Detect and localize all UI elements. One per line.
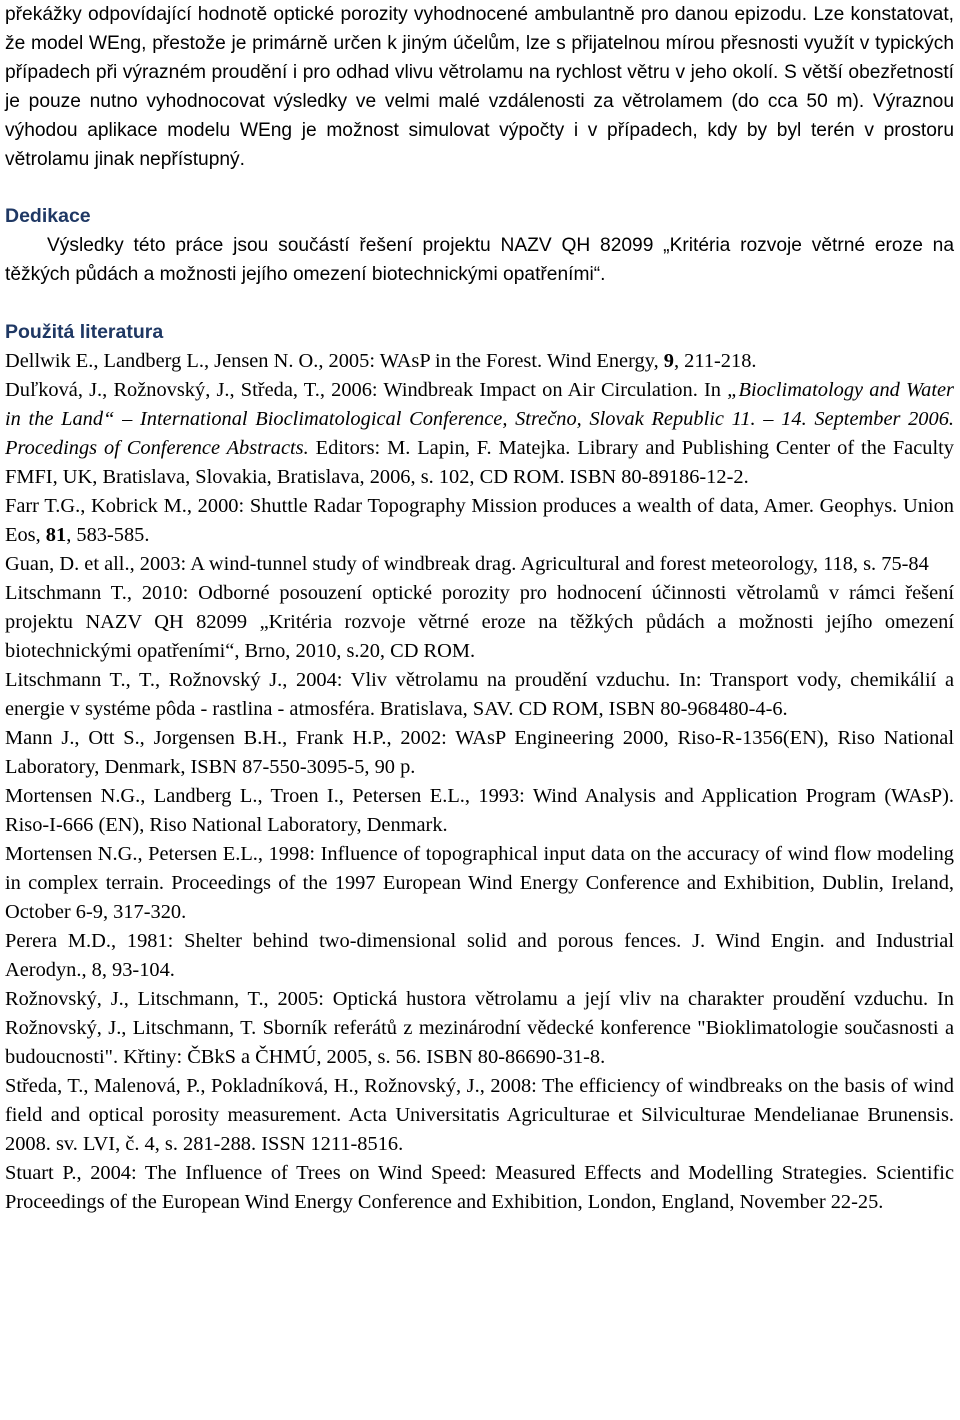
reference-text: Litschmann T., 2010: Odborné posouzení optické porozity pro hodnocení účinnosti větrolamů v rámci řešení projektu NAZV QH 82099 „Kritéria rozvoje větrné eroze na těžkých půdách a možnosti jejího omezení biotechnickými opatřeními“, Brno, 2010, s.20, CD ROM. <box>5 582 954 662</box>
dedication-paragraph: Výsledky této práce jsou součástí řešení projektu NAZV QH 82099 „Kritéria rozvoje větrné eroze na těžkých půdách a možnosti jejího omezení biotechnickými opatřeními“. <box>5 235 954 285</box>
reference-item <box>5 492 954 550</box>
reference-text-tail: , 583-585. <box>66 524 150 546</box>
reference-item <box>5 376 954 492</box>
reference-item <box>5 927 954 985</box>
reference-item <box>5 550 954 579</box>
reference-text: Rožnovský, J., Litschmann, T., 2005: Optická hustora větrolamu a její vliv na charakter proudění vzduchu. In Rožnovský, J., Litschmann, T. Sborník referátů z mezinárodní vědecké konference "Bioklimatologie současnosti a budoucnosti". Křtiny: ČBkS a ČHMÚ, 2005, s. 56. ISBN 80-86690-31-8. <box>5 988 954 1068</box>
references-list <box>5 347 954 1217</box>
reference-item <box>5 1072 954 1159</box>
reference-italic-title: „Bioclimatology and Water in the Land“ – International Bioclimatological Conference, Strečno, Slovak Republic 11. – 14. September 2006. Procedings of Conference Abstracts. <box>5 379 954 459</box>
reference-volume: 81 <box>45 524 67 546</box>
reference-item <box>5 347 954 376</box>
reference-text: Duľková, J., Rožnovský, J., Středa, T., 2006: Windbreak Impact on Air Circulation. In <box>5 379 728 401</box>
dedication-heading: Dedikace <box>5 205 91 227</box>
reference-text-tail: Editors: M. Lapin, F. Matejka. Library and Publishing Center of the Faculty FMFI, UK, Bratislava, Slovakia, Bratislava, 2006, s. 102, CD ROM. ISBN 80-89186-12-2. <box>5 437 955 488</box>
references-heading: Použitá literatura <box>5 321 164 343</box>
reference-text: Perera M.D., 1981: Shelter behind two-dimensional solid and porous fences. J. Wind Engin. and Industrial Aerodyn., 8, 93-104. <box>5 930 954 981</box>
reference-text: Mortensen N.G., Petersen E.L., 1998: Influence of topographical input data on the accuracy of wind flow modeling in complex terrain. Proceedings of the 1997 European Wind Energy Conference and Exhibition, Dublin, Ireland, October 6-9, 317-320. <box>5 843 954 923</box>
reference-text: Stuart P., 2004: The Influence of Trees on Wind Speed: Measured Effects and Modelling Strategies. Scientific Proceedings of the European Wind Energy Conference and Exhibition, London, England, November 22-25. <box>5 1162 954 1213</box>
reference-volume: 9 <box>663 350 674 372</box>
reference-text: Farr T.G., Kobrick M., 2000: Shuttle Radar Topography Mission produces a wealth of data, Amer. Geophys. Union Eos, <box>5 495 954 546</box>
reference-text: Guan, D. et all., 2003: A wind-tunnel study of windbreak drag. Agricultural and forest meteorology, 118, s. 75-84 <box>5 553 929 575</box>
reference-text: Středa, T., Malenová, P., Pokladníková, H., Rožnovský, J., 2008: The efficiency of windbreaks on the basis of wind field and optical porosity measurement. Acta Universitatis Agriculturae et Silviculturae Mendelianae Brunensis. 2008. sv. LVI, č. 4, s. 281-288. ISSN 1211-8516. <box>5 1075 954 1155</box>
reference-item <box>5 840 954 927</box>
reference-item <box>5 1159 954 1217</box>
reference-text: Litschmann T., T., Rožnovský J., 2004: Vliv větrolamu na proudění vzduchu. In: Transport vody, chemikálií a energie v systéme pôda - rastlina - atmosféra. Bratislava, SAV. CD ROM, ISBN 80-968480-4-6. <box>5 669 954 720</box>
intro-paragraph: překážky odpovídající hodnotě optické porozity vyhodnocené ambulantně pro danou epizodu. Lze konstatovat, že model WEng, přestože je primárně určen k jiným účelům, lze s přijatelnou mírou přesnosti využít v typických případech při výrazném proudění i pro odhad vlivu větrolamu na rychlost větru v jeho okolí. S větší obezřetností je pouze nutno vyhodnocovat výsledky ve velmi malé vzdálenosti za větrolamem (do cca 50 m). Výraznou výhodou aplikace modelu WEng je možnost simulovat výpočty i v případech, kdy by byl terén v prostoru větrolamu jinak nepřístupný. <box>5 4 954 170</box>
reference-item <box>5 666 954 724</box>
reference-text: Mortensen N.G., Landberg L., Troen I., Petersen E.L., 1993: Wind Analysis and Application Program (WAsP). Riso-I-666 (EN), Riso National Laboratory, Denmark. <box>5 785 954 836</box>
reference-text: Mann J., Ott S., Jorgensen B.H., Frank H.P., 2002: WAsP Engineering 2000, Riso-R-1356(EN), Riso National Laboratory, Denmark, ISBN 87-550-3095-5, 90 p. <box>5 727 954 778</box>
reference-text: Dellwik E., Landberg L., Jensen N. O., 2005: WAsP in the Forest. Wind Energy, <box>5 350 664 372</box>
reference-item <box>5 579 954 666</box>
reference-item <box>5 782 954 840</box>
reference-item <box>5 724 954 782</box>
reference-text-tail: , 211-218. <box>673 350 757 372</box>
reference-item <box>5 985 954 1072</box>
